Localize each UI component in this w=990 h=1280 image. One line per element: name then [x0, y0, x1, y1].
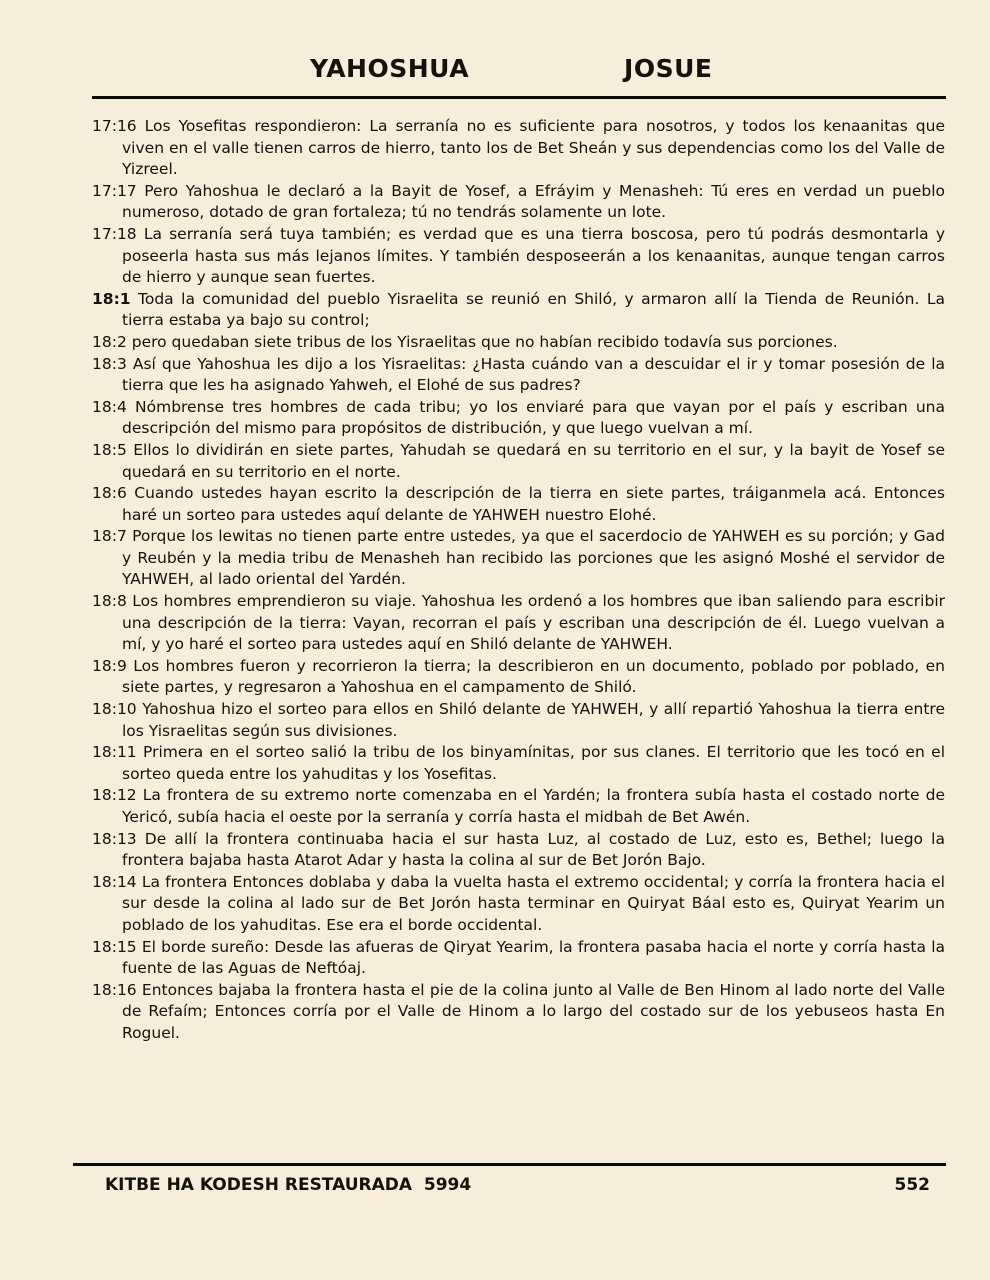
page-header	[0, 0, 990, 83]
verse-text: Los hombres fueron y recorrieron la tierra; la describieron en un documento, poblado por poblado, en siete partes, y regresaron a Yahoshua en el campamento de Shiló.	[122, 656, 945, 697]
verse-number: 18:13	[92, 829, 137, 848]
verse-text: Ellos lo dividirán en siete partes, Yahudah se quedará en su territorio en el sur, y la bayit de Yosef se quedará en su territorio en el norte.	[122, 440, 945, 481]
verse-text: Porque los lewitas no tienen parte entre ustedes, ya que el sacerdocio de YAHWEH es su porción; y Gad y Reubén y la media tribu de Menasheh han recibido las porciones que les asignó Moshé el servidor de YAHWEH, al lado oriental del Yardén.	[122, 527, 945, 589]
verse-17-16	[92, 116, 945, 181]
verse-18-7	[92, 526, 945, 591]
verse-number: 17:17	[92, 181, 137, 200]
verse-18-4	[92, 397, 945, 440]
book-title-right: JOSUE	[624, 54, 713, 83]
verse-text: Pero Yahoshua le declaró a la Bayit de Yosef, a Efráyim y Menasheh: Tú eres en verdad un pueblo numeroso, dotado de gran fortaleza; tú no tendrás solamente un lote.	[122, 181, 945, 222]
verse-18-5	[92, 440, 945, 483]
verse-number: 18:12	[92, 786, 137, 805]
verse-text: pero quedaban siete tribus de los Yisraelitas que no habían recibido todavía sus porciones.	[126, 332, 838, 351]
verses-container	[92, 116, 945, 1045]
verse-18-14	[92, 872, 945, 937]
verse-number: 18:16	[92, 980, 137, 999]
verse-18-1	[92, 289, 945, 332]
verse-text: Los hombres emprendieron su viaje. Yahoshua les ordenó a los hombres que iban saliendo para escribir una descripción de la tierra: Vayan, recorran el país y escriban una descripción de él. Luego vuelvan a mí, y yo haré el sorteo para ustedes aquí en Shiló delante de YAHWEH.	[122, 592, 945, 654]
verse-number: 17:16	[92, 117, 137, 135]
verse-text: Así que Yahoshua les dijo a los Yisraelitas: ¿Hasta cuándo van a descuidar el ir y tomar posesión de la tierra que les ha asignado Yahweh, el Elohé de sus padres?	[122, 354, 945, 395]
book-title-left: YAHOSHUA	[310, 54, 470, 83]
verse-18-16	[92, 980, 945, 1045]
verse-17-18	[92, 224, 945, 289]
footer-area	[0, 1163, 990, 1195]
verse-17-17	[92, 181, 945, 224]
verse-number: 18:3	[92, 354, 127, 373]
verse-number: 18:1	[92, 289, 131, 308]
verse-18-10	[92, 699, 945, 742]
verse-number: 18:6	[92, 484, 127, 503]
verse-text: Primera en el sorteo salió la tribu de los binyamínitas, por sus clanes. El territorio que les tocó en el sorteo queda entre los yahuditas y los Yosefitas.	[122, 743, 945, 783]
verse-text: Los Yosefitas respondieron: La serranía no es suficiente para nosotros, y todos los kenaanitas que viven en el valle tienen carros de hierro, tanto los de Bet Sheán y sus dependencias como los del Valle de Yizreel.	[122, 117, 945, 179]
verse-18-13	[92, 829, 945, 872]
verse-text: La frontera Entonces doblaba y daba la vuelta hasta el extremo occidental; y corría la frontera hacia el sur desde la colina al lado sur de Bet Jorón hasta terminar en Quiryat Báal esto es, Quiryat Yearim un poblado de los yahuditas. Ese era el borde occidental.	[122, 872, 945, 934]
verse-number: 18:7	[92, 527, 127, 546]
verse-number: 18:9	[92, 656, 127, 675]
header-divider	[92, 96, 946, 99]
verse-number: 17:18	[92, 224, 137, 243]
page-footer	[105, 1175, 930, 1195]
verse-text: Nómbrense tres hombres de cada tribu; yo los enviaré para que vayan por el país y escriban una descripción del mismo para propósitos de distribución, y que luego vuelvan a mí.	[122, 397, 945, 438]
verse-18-8	[92, 591, 945, 656]
verse-18-2	[92, 332, 945, 354]
verse-number: 18:4	[92, 397, 127, 416]
verse-text: Entonces bajaba la frontera hasta el pie de la colina junto al Valle de Ben Hinom al lado norte del Valle de Refaím; Entonces corría por el Valle de Hinom a lo largo del costado sur de los yebuseos hasta En Roguel.	[122, 980, 945, 1042]
verse-number: 18:10	[92, 700, 137, 719]
footer-edition-label: KITBE HA KODESH RESTAURADA 5994	[105, 1175, 472, 1195]
verse-18-12	[92, 785, 945, 828]
verse-18-6	[92, 483, 945, 526]
verse-text: De allí la frontera continuaba hacia el sur hasta Luz, al costado de Luz, esto es, Bethel; luego la frontera bajaba hasta Atarot Adar y hasta la colina al sur de Bet Jorón Bajo.	[122, 829, 945, 870]
footer-divider	[73, 1163, 946, 1166]
verse-number: 18:15	[92, 937, 137, 956]
verse-18-11	[92, 742, 945, 785]
verse-18-3	[92, 354, 945, 397]
page-number: 552	[894, 1175, 930, 1195]
verse-text: El borde sureño: Desde las afueras de Qiryat Yearim, la frontera pasaba hacia el norte y corría hasta la fuente de las Aguas de Neftóaj.	[122, 937, 945, 978]
verse-18-15	[92, 937, 945, 980]
verse-text: La frontera de su extremo norte comenzaba en el Yardén; la frontera subía hasta el costado norte de Yericó, subía hacia el oeste por la serranía y corría hasta el midbah de Bet Awén.	[122, 786, 945, 826]
verse-number: 18:11	[92, 743, 137, 762]
verse-number: 18:5	[92, 440, 127, 459]
verse-text: La serranía será tuya también; es verdad que es una tierra boscosa, pero tú podrás desmontarla y poseerla hasta sus más lejanos límites. Y también desposeerán a los kenaanitas, aunque tengan carros de hierro y aunque sean fuertes.	[122, 224, 945, 287]
verse-text: Cuando ustedes hayan escrito la descripción de la tierra en siete partes, tráiganmela acá. Entonces haré un sorteo para ustedes aquí delante de YAHWEH nuestro Elohé.	[122, 484, 945, 524]
verse-number: 18:2	[92, 332, 127, 351]
verse-number: 18:8	[92, 592, 127, 611]
verse-text: Yahoshua hizo el sorteo para ellos en Shiló delante de YAHWEH, y allí repartió Yahoshua la tierra entre los Yisraelitas según sus divisiones.	[122, 700, 945, 740]
verse-18-9	[92, 656, 945, 699]
verse-number: 18:14	[92, 872, 137, 891]
verse-text: Toda la comunidad del pueblo Yisraelita se reunió en Shiló, y armaron allí la Tienda de Reunión. La tierra estaba ya bajo su control;	[122, 289, 945, 330]
